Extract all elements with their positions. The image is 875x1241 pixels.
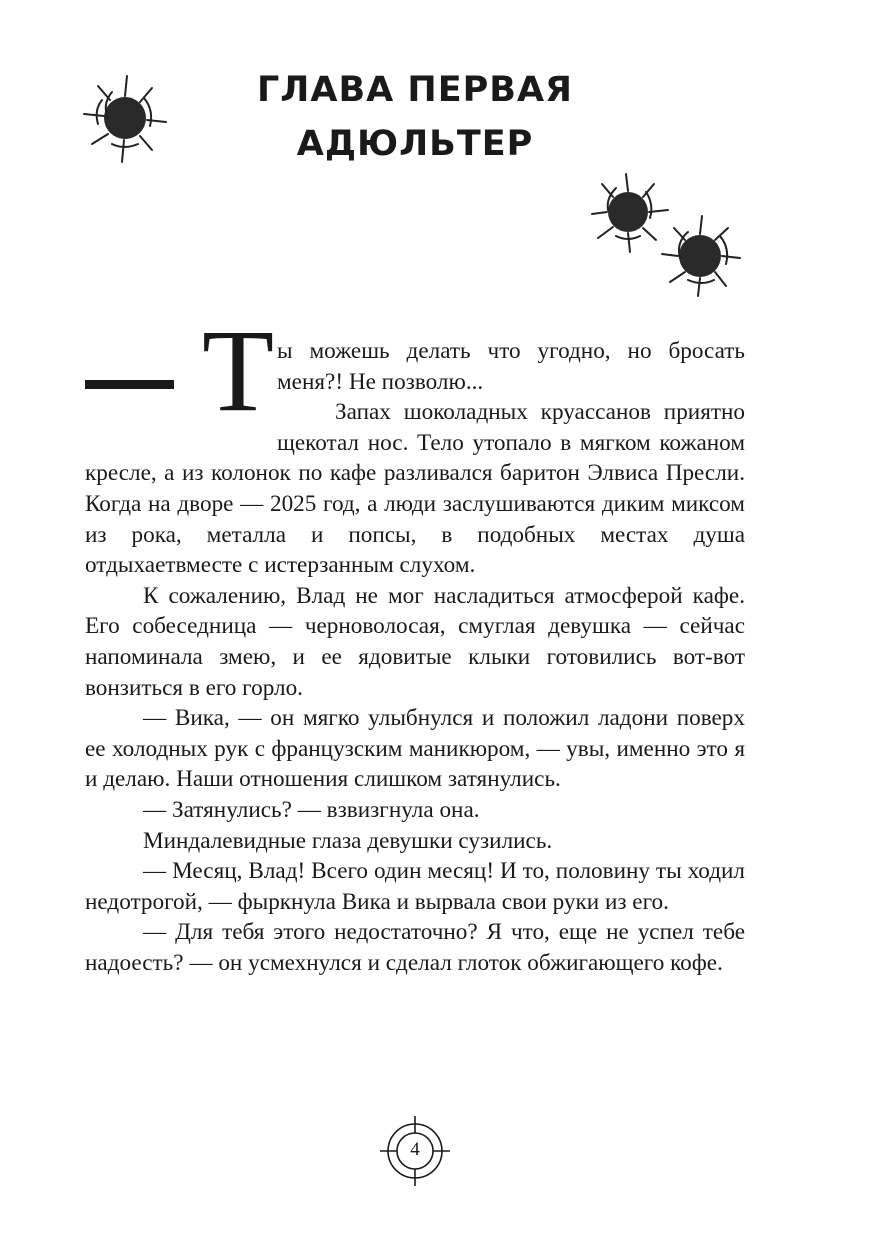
paragraph: — Месяц, Влад! Всего один месяц! И то, половину ты ходил недотрогой, — фыркнула Вика и вырвала свои руки из его.: [85, 858, 745, 915]
paragraph-text: ы можешь делать что угодно, но бросать меня?! Не позволю...: [277, 338, 745, 395]
paragraph: [85, 305, 745, 436]
chapter-title: ГЛАВА ПЕРВАЯ: [257, 70, 573, 110]
paragraph: — Для тебя этого недостаточно? Я что, еще не успел тебе надоесть? — он усмехнулся и сделал глоток обжигающего кофе.: [85, 919, 745, 976]
page-number: 4: [410, 1139, 420, 1160]
paragraph: Миндалевидные глаза девушки сузились.: [143, 827, 553, 854]
chapter-subtitle: АДЮЛЬТЕР: [296, 124, 534, 164]
page-number-badge: [378, 1114, 452, 1188]
paragraph: Запах шоколадных круассанов приятно щекотал нос. Тело утопало в мягком кожаном кресле, а из колонок по кафе разливался баритон Элвиса Пресли. Когда на дворе — 2025 год, а люди заслушиваются диким миксом из рока, металла и попсы, в подобных местах душа отдыхаетвместе с истерзанным слухом.: [85, 399, 745, 579]
bullet-hole-icon: [80, 70, 170, 165]
paragraph: К сожалению, Влад не мог насладиться атмосферой кафе. Его собеседница — черноволосая, смуглая девушка — сейчас напоминала змею, и ее ядовитые клыки готовились вот-вот вонзиться в его горло.: [85, 582, 745, 701]
dropcap: [85, 305, 275, 436]
dropcap-letter: Т: [202, 305, 275, 436]
dropcap-dash: [85, 380, 174, 389]
paragraph: — Вика, — он мягко улыбнулся и положил ладони поверх ее холодных рук с французским маникюром, — увы, именно это я и делаю. Наши отношения слишком затянулись.: [85, 705, 745, 793]
bullet-hole-icon: [658, 210, 744, 298]
chapter-body: [85, 305, 745, 978]
paragraph: — Затянулись? — взвизгнула она.: [143, 796, 480, 823]
